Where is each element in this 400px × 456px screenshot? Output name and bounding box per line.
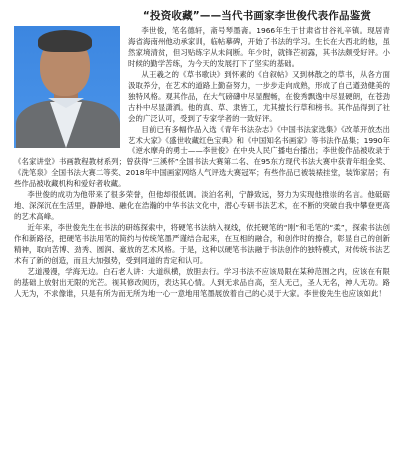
portrait-hair <box>38 30 92 52</box>
paragraph-3: 目前已有多幅作品入选《青年书法杂志》《中国书法家选集》《改革开放杰出艺术大家》《盛世收藏红色宝典》和《中国知名书画家》等书法作品集；1990年《逆水摩舟的勇士——李世俊》在中央人民广播电台播出；李世俊作品被收录于《名家讲堂》书画教程教材系列；曾获得“三溪杯”全国书法大赛第二名、在95东方现代书法大赛中获青年组金奖、《洗笔泉》全国书法大赛二等奖、2018年中国画家网络人气评选大赛冠军；有些作品已被装裱挂堂，装饰家居；有些作品被收藏机构和爱好者收藏。 <box>14 124 390 189</box>
paragraph-1: 李世俊，笔名德轩，斋号琴墨斋。1966年生于甘肃省甘谷礼辛镇。现居青海省海南州他动承家训，临帖摹碑，开始了书法的学习。生长在大西北的他，虽然家境清贫，但习贴练字从未间断。年少时，就锋芒初露，其书法颇受好评。小时候的勤学苦练，为今天的发展打下了坚实的基础。 <box>128 26 390 68</box>
article-title: “投资收藏”——当代书画家李世俊代表作品鉴赏 <box>142 10 372 22</box>
paragraph-5: 近年来，李世俊先生在书法的研练探索中，将硬笔书法纳入视线，依托硬笔的“刚”和毛笔的“柔”，探索书法创作和新路径，把硬笔书法用笔的简约与传统笔墨严谨结合起来，在互相的融合，和创作时的擦合，彰显自己的创新精神，取向苦博、劲秀、圆润、豪放的艺术风格。于是，这种以硬笔书法融于书法创作的独特模式，对传统书法艺术有了新的创造，而且大加强势，受到同道的肯定和认可。 <box>14 223 390 266</box>
paragraph-6: 艺道漫漫，学海无边。白石老人讲：大道纵横，放胆去行。学习书法不应该局限在某种范围之内，应该在有限的基础上放射出无限的光芒。视其修改阅历，表达其心情。人到无求品自高，至人无己，圣人无名，神人无功。路人无为，不求像谁，只是有所为而无所为地一心一意地用笔墨展放着自己的心灵于大家。李世俊先生也应该如此！ <box>14 266 390 298</box>
paragraph-2: 从王羲之的《草书歌诀》到怀素的《自叙帖》又到林散之的草书，从各方面汲取养分，在艺术的道路上勤奋努力，一步步走向成熟，形成了自己遒劲健美的独特风格。观其作品，在大气磅礴中尽显醒畅，在俊秀飘逸中尽显硬朗，在苍劲古朴中尽显潇洒。他的真、草、隶皆工，尤其擅长行草和榜书。其作品得到了社会的广泛认可，受到了专家学者的一致好评。 <box>128 69 390 123</box>
artist-portrait <box>14 26 120 148</box>
paragraph-4: 李世俊的成功为他带来了很多荣誉，但他却很低调。淡泊名利，宁静致远，努力为实现他推崇的名言。他砥砺地、深深沉在生活里，静静地、融化在浩瀚的中华书法文化中，潜心专研书法艺术，在不断的突破自我中攀登更高的艺术高峰。 <box>14 190 390 222</box>
